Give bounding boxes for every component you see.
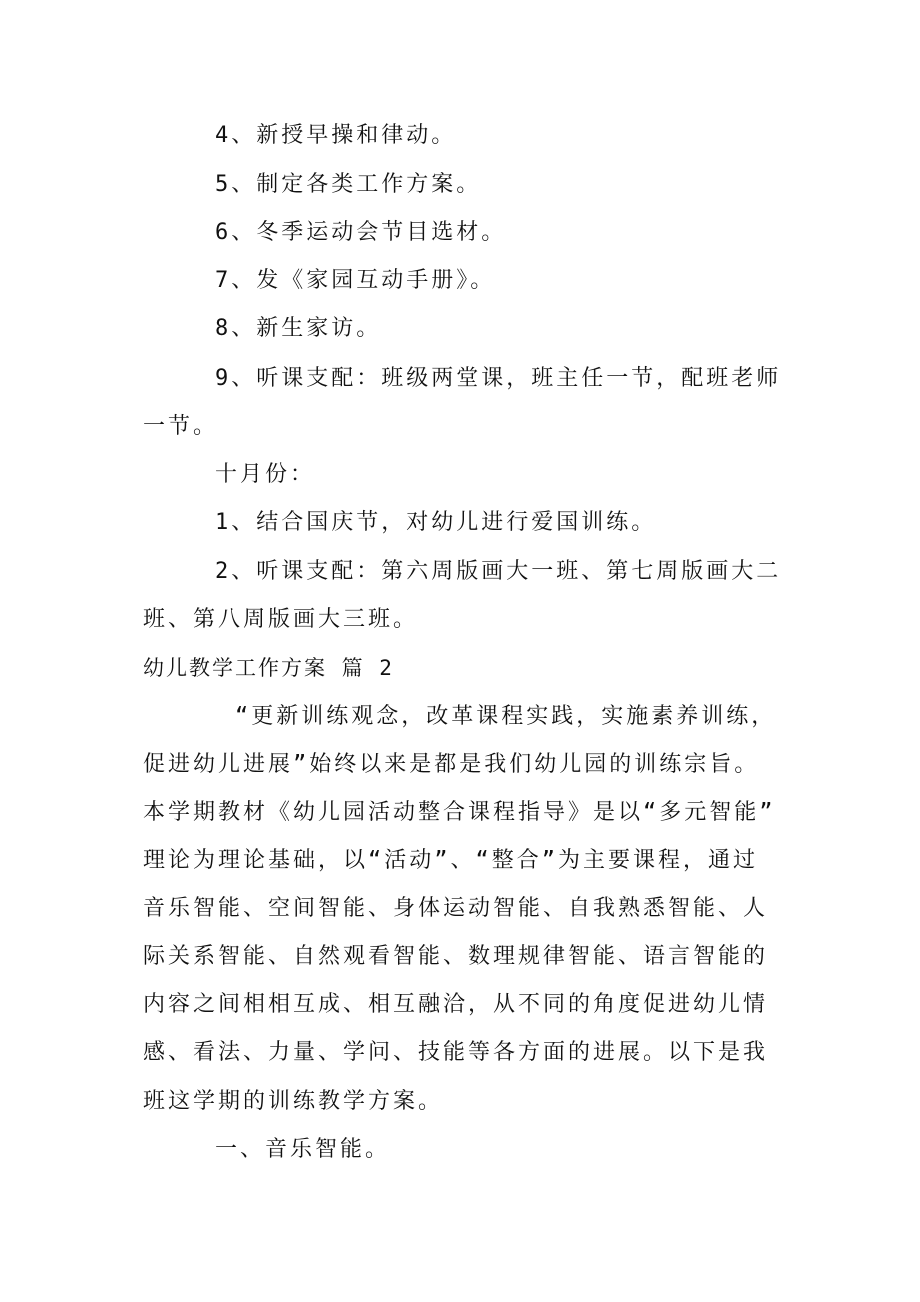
month-label: 十月份： (215, 462, 316, 487)
list-item: 1、结合国庆节，对幼儿进行爱国训练。 (215, 510, 657, 535)
paragraph-line: 班这学期的训练教学方案。 (143, 1089, 444, 1114)
list-item: 9、听课支配：班级两堂课，班主任一节，配班老师 (215, 366, 782, 391)
paragraph-line: 本学期教材《幼儿园活动整合课程指导》是以“多元智能” (143, 800, 776, 825)
subheading: 一、音乐智能。 (215, 1137, 391, 1162)
list-item: 5、制定各类工作方案。 (215, 172, 482, 197)
list-item-continuation: 班、第八周版画大三班。 (143, 607, 419, 632)
list-item: 4、新授早操和律动。 (215, 123, 457, 148)
list-item-continuation: 一节。 (143, 414, 219, 439)
paragraph-line: “更新训练观念，改革课程实践，实施素养训练， (235, 704, 777, 729)
section-title: 幼儿教学工作方案 篇 2 (143, 656, 394, 680)
paragraph-line: 感、看法、力量、学问、技能等各方面的进展。以下是我 (143, 1040, 769, 1065)
list-item: 2、听课支配：第六周版画大一班、第七周版画大二 (215, 559, 782, 584)
paragraph-line: 际关系智能、自然观看智能、数理规律智能、语言智能的 (143, 944, 769, 969)
paragraph-line: 理论为理论基础，以“活动”、“整合”为主要课程，通过 (143, 848, 758, 873)
paragraph-line: 促进幼儿进展”始终以来是都是我们幼儿园的训练宗旨。 (143, 752, 760, 777)
paragraph-line: 音乐智能、空间智能、身体运动智能、自我熟悉智能、人 (143, 896, 769, 921)
paragraph-line: 内容之间相相互成、相互融洽，从不同的角度促进幼儿情 (143, 992, 769, 1017)
list-item: 8、新生家访。 (215, 316, 382, 341)
list-item: 6、冬季运动会节目选材。 (215, 220, 507, 245)
list-item: 7、发《家园互动手册》。 (215, 268, 496, 293)
